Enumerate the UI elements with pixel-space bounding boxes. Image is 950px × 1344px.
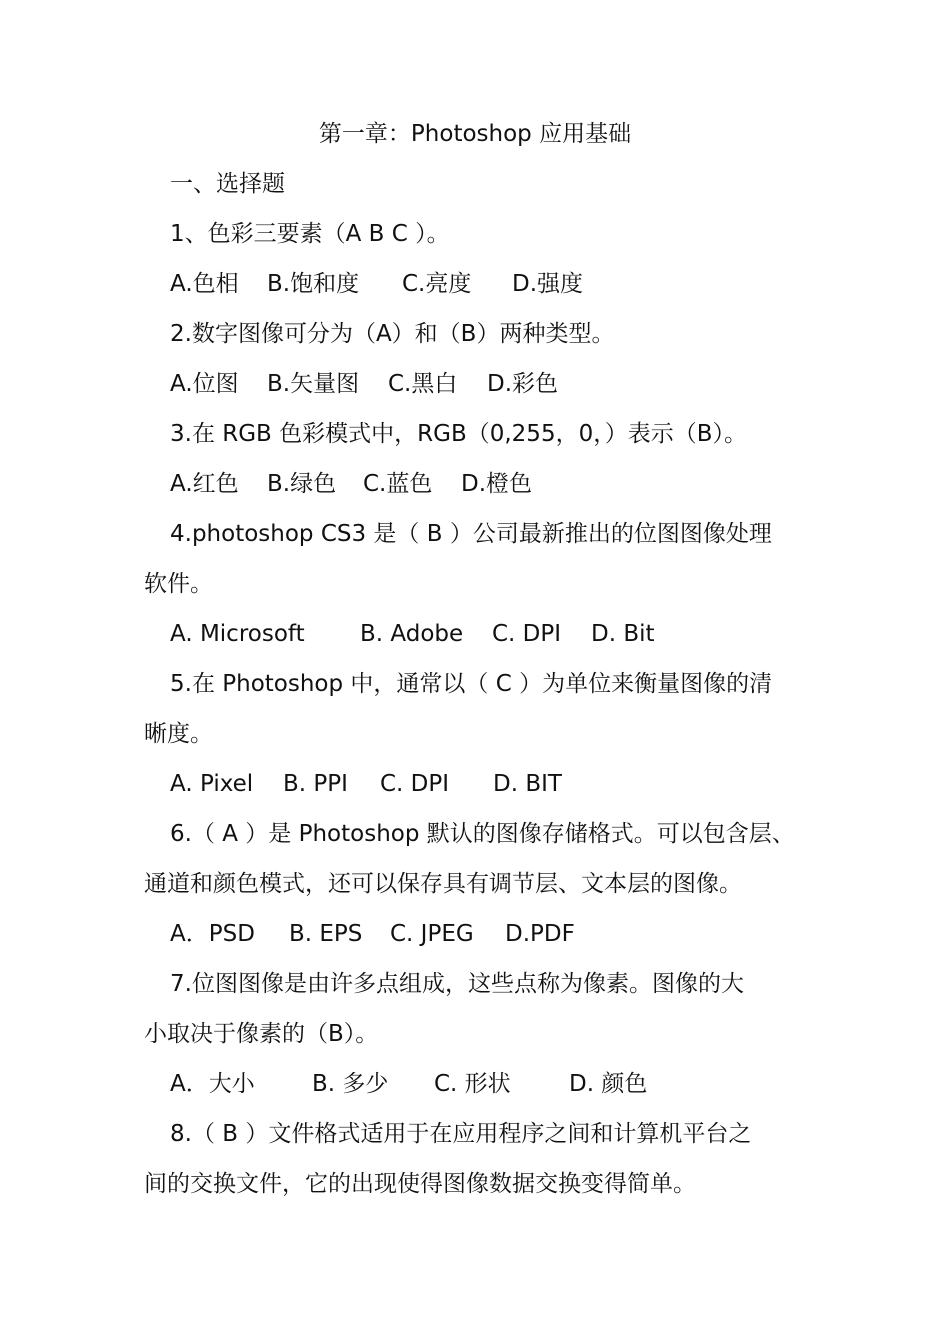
section-heading: 一、选择题 [170,171,285,197]
option-d: D. 颜色 [569,1071,648,1097]
option-a: A.位图 [170,371,239,397]
question-4-text-continued: 软件。 [144,571,213,597]
option-d: D. BIT [493,771,562,797]
option-b: B.饱和度 [267,271,360,297]
question-1-text: 1、色彩三要素（A B C ）。 [170,221,450,247]
question-5-text: 5.在 Photoshop 中，通常以（ C ）为单位来衡量图像的清 [170,671,773,697]
option-b: B. 多少 [312,1071,389,1097]
option-c: C. DPI [380,771,450,797]
question-4-text: 4.photoshop CS3 是（ B ）公司最新推出的位图图像处理 [170,521,772,547]
question-6-text: 6.（ A ）是 Photoshop 默认的图像存储格式。可以包含层、 [170,821,795,847]
option-d: D.橙色 [461,471,533,497]
question-7-text-continued: 小取决于像素的（B）。 [144,1021,379,1047]
option-b: B. PPI [283,771,348,797]
option-a: A. Microsoft [170,621,305,647]
question-8-text-continued: 间的交换文件，它的出现使得图像数据交换变得简单。 [144,1171,696,1197]
option-a: A．大小 [170,1071,255,1097]
question-5-text-continued: 晰度。 [144,721,213,747]
option-c: C. DPI [492,621,562,647]
option-d: D.强度 [512,271,584,297]
option-c: C. JPEG [390,921,474,947]
option-b: B.绿色 [267,471,337,497]
option-a: A．PSD [170,921,255,947]
question-7-text: 7.位图图像是由许多点组成，这些点称为像素。图像的大 [170,971,744,997]
question-8-text: 8.（ B ）文件格式适用于在应用程序之间和计算机平台之 [170,1121,752,1147]
option-a: A. Pixel [170,771,254,797]
option-d: D.PDF [505,921,575,947]
option-a: A.色相 [170,271,239,297]
option-d: D.彩色 [487,371,559,397]
option-c: C.蓝色 [363,471,433,497]
option-a: A.红色 [170,471,239,497]
option-c: C.黑白 [388,371,458,397]
question-3-text: 3.在 RGB 色彩模式中，RGB（0,255，0，）表示（B）。 [170,421,747,447]
chapter-title: 第一章：Photoshop 应用基础 [318,121,632,147]
option-b: B.矢量图 [267,371,360,397]
option-d: D. Bit [591,621,655,647]
option-b: B. EPS [289,921,363,947]
question-6-text-continued: 通道和颜色模式，还可以保存具有调节层、文本层的图像。 [144,871,742,897]
option-c: C. 形状 [434,1071,511,1097]
question-2-text: 2.数字图像可分为（A）和（B）两种类型。 [170,321,615,347]
option-c: C.亮度 [402,271,472,297]
option-b: B. Adobe [360,621,464,647]
